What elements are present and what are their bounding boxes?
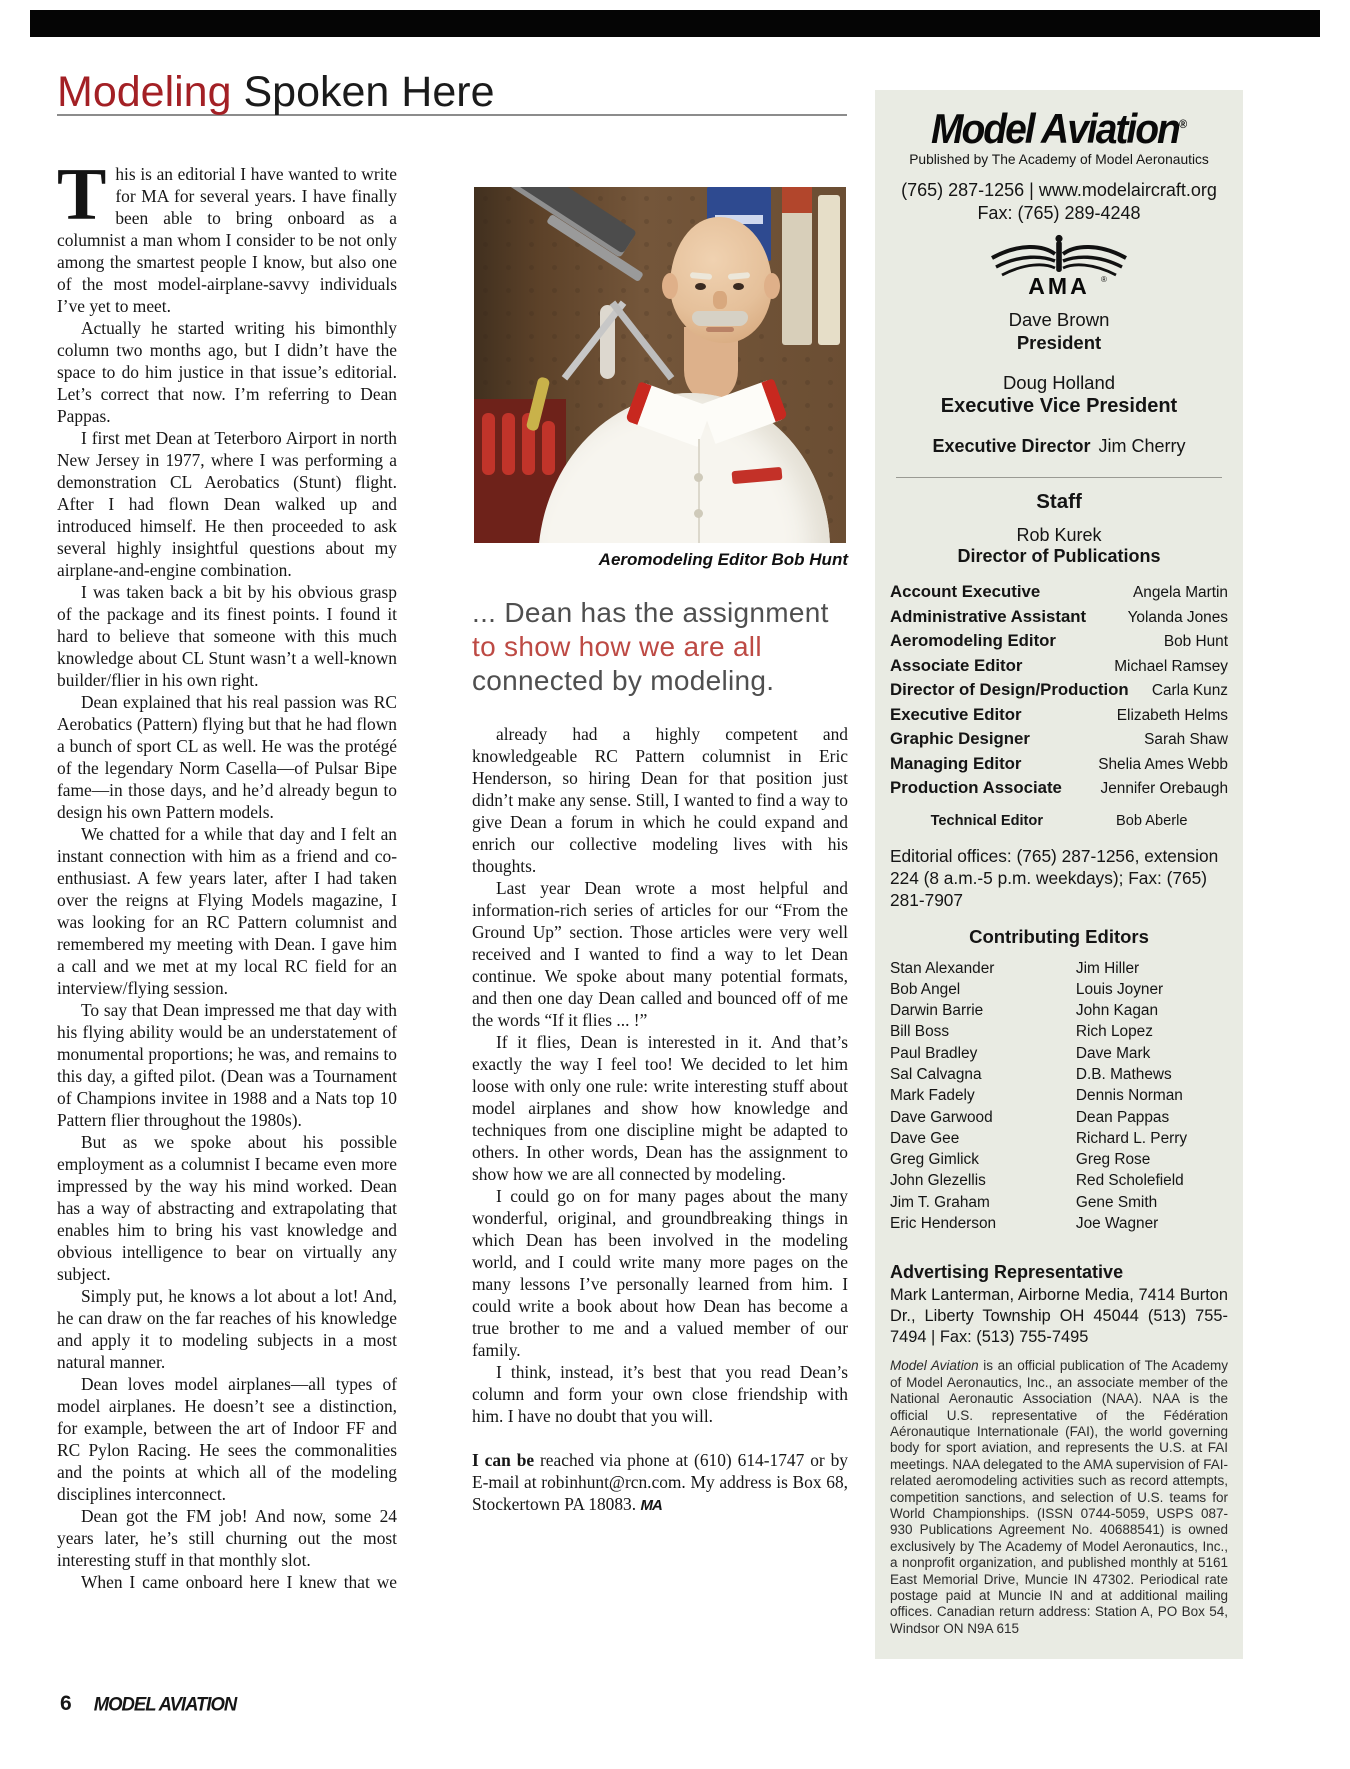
contributing-editors-heading: Contributing Editors <box>969 925 1149 947</box>
ama-wings-icon <box>979 232 1139 298</box>
registered-mark: ® <box>1178 118 1187 132</box>
figure-mouth <box>706 327 734 332</box>
staff-role: Aeromodeling Editor <box>890 631 1056 650</box>
closing-lead: I can be <box>472 1450 535 1470</box>
left-paragraphs <box>57 317 397 1593</box>
figure-nose <box>713 291 727 309</box>
body-paragraph: Dean got the FM job! And now, some 24 years later, he’s still churning out the most interesting stuff in that monthly slot. <box>57 1506 397 1570</box>
magazine-logo <box>890 106 1228 154</box>
staff-row <box>890 752 1228 777</box>
closing-text: reached via phone at (610) 614-1747 or by E-mail at robinhunt@rcn.com. My address is Box 68, Stockertown PA 18083. <box>472 1450 848 1514</box>
contributing-editor-name: Bob Angel <box>890 980 961 998</box>
evp-name: Doug Holland <box>1002 372 1116 393</box>
page-title-black: Spoken Here <box>243 68 495 116</box>
president-title: President <box>1016 332 1102 353</box>
contributing-editor-name: Sal Calvagna <box>890 1065 982 1083</box>
executive-director-label: Executive Director <box>932 436 1091 456</box>
paragraph-text: his is an editorial I have wanted to write for MA for several years. I have finally been able to bring onboard as a columnist a man whom I consider to be not only among the smartest people I know, but also one of the most model-airplane-savvy individuals I’ve yet to meet. <box>57 164 397 316</box>
staff-row <box>890 776 1228 801</box>
body-paragraph: Last year Dean wrote a most helpful and information-rich series of articles for our “From the Ground Up” section. Those articles were very well received and I wanted to find a way to let Dean continue. We spoke about many potential formats, and then one day Dean called and bounced off of me the words “If it flies ... !” <box>472 878 848 1030</box>
body-paragraph-first <box>57 154 397 317</box>
staff-role: Executive Editor <box>890 704 1022 724</box>
staff-row <box>890 629 1228 654</box>
bob-hunt-figure <box>474 187 846 543</box>
ama-logo-text: AMA <box>1028 273 1090 298</box>
staff-name: Shelia Ames Webb <box>1098 755 1228 773</box>
masthead-fax: Fax: (765) 289-4248 <box>977 203 1141 223</box>
body-paragraph: I think, instead, it’s best that you read Dean’s column and form your own close friendship with him. I have no doubt that you will. <box>472 1362 848 1426</box>
photo-caption: Aeromodeling Editor Bob Hunt <box>598 550 848 569</box>
staff-heading: Staff <box>1036 490 1082 513</box>
bob-hunt-photo <box>474 187 846 543</box>
publication-fine-print <box>890 1358 1228 1637</box>
contributing-editor-name: Paul Bradley <box>890 1044 978 1062</box>
contributing-column-1 <box>890 958 1076 1235</box>
body-paragraph: I could go on for many pages about the many wonderful, original, and groundbreaking things in which Dean has been involved in the modeling world, and I could write many more pages on the many lessons I’ve personally learned from him. I could write a book about how Dean has become a true brother to me and a valued member of our family. <box>472 1186 848 1360</box>
advertising-text: Mark Lanterman, Airborne Media, 7414 Burton Dr., Liberty Township OH 45044 (513) 755-7494 | Fax: (513) 755-7495 <box>890 1286 1228 1347</box>
contributing-editor-name: Greg Gimlick <box>890 1151 979 1169</box>
contributing-editor-name: Dean Pappas <box>1075 1108 1170 1126</box>
advertising-heading: Advertising Representative <box>890 1262 1124 1283</box>
staff-row <box>890 678 1228 703</box>
contributing-editor-name: Dave Mark <box>1075 1044 1151 1062</box>
staff-name: Carla Kunz <box>1151 682 1228 699</box>
contributing-editor-name: Red Scholefield <box>1075 1172 1184 1190</box>
figure-eye <box>733 283 744 290</box>
contributing-column-2 <box>1076 958 1228 1235</box>
editorial-offices: Editorial offices: (765) 287-1256, extension 224 (8 a.m.-5 p.m. weekdays); Fax: (765) 281-7907 <box>890 845 1219 910</box>
middle-paragraphs <box>472 723 848 1427</box>
body-paragraph: When I came onboard here I knew that we <box>81 1572 397 1592</box>
technical-editor-row <box>931 813 1188 829</box>
staff-name: Sarah Shaw <box>1144 731 1228 748</box>
body-paragraph: already had a highly competent and knowledgeable RC Pattern columnist in Eric Henderson, so hiring Dean for that position just didn’t make any sense. Still, I wanted to find a way to give Dean a forum in which he could expand and enrich our collective modeling lives with his thoughts. <box>472 724 848 876</box>
staff-row <box>890 654 1228 679</box>
ama-logo <box>890 232 1228 303</box>
staff-role: Managing Editor <box>890 753 1022 773</box>
technical-editor-role: Technical Editor <box>930 812 1044 829</box>
pull-quote-line-2: to show how we are all <box>472 631 762 662</box>
body-paragraph: Simply put, he knows a lot about a lot! And, he can draw on the far reaches of his knowledge and apply it to modeling subjects in a most natural manner. <box>57 1286 397 1372</box>
staff-row <box>890 605 1228 630</box>
evp-block <box>890 372 1228 418</box>
fine-print-body: is an official publication of The Academy of Model Aeronautics, Inc., an associate member of the National Aeronautic Association (NAA). NAA is the official U.S. representative of the Fédération Aéronautique Internationale (FAI), the world governing body for sport aviation, and represents the U.S. at FAI meetings. NAA delegated to the AMA supervision of FAI-related aeromodeling activities such as record attempts, competition sanctions, and selection of U.S. teams for World Championships. (ISSN 0744-5059, USPS 087-930 Publications Agreement No. 40688541) is owned exclusively by The Academy of Model Aeronautics, Inc., a nonprofit organization, and published monthly at 5161 East Memorial Drive, Muncie IN 47302. Periodical rate postage paid at Muncie IN and at additional mailing offices. Canadian return address: Station A, PO Box 54, Windsor ON N9A 615 <box>890 1358 1228 1636</box>
contributing-editor-name: Darwin Barrie <box>890 1002 984 1020</box>
masthead-sidebar <box>875 90 1243 1659</box>
staff-name: Michael Ramsey <box>1114 657 1228 675</box>
contributing-editor-name: Rich Lopez <box>1075 1023 1153 1041</box>
fine-print-lead: Model Aviation <box>890 1358 979 1374</box>
executive-director-name: Jim Cherry <box>1098 436 1186 456</box>
body-paragraph: But as we spoke about his possible employment as a columnist I became even more impressed by the way his mind worked. Dean has a way of abstracting and extrapolating that enables him to bring his vast knowledge and obvious intelligence to bear on virtually any subject. <box>57 1132 397 1284</box>
pull-quote-line-1: ... Dean has the assignment <box>472 597 829 628</box>
contributing-editor-name: Gene Smith <box>1075 1193 1158 1211</box>
contributing-editor-name: Louis Joyner <box>1075 980 1164 998</box>
executive-director-line <box>890 436 1228 457</box>
contributing-editor-name: John Glezellis <box>890 1172 986 1190</box>
top-rule <box>30 10 1320 37</box>
figure-ear <box>764 273 780 299</box>
body-paragraph: If it flies, Dean is interested in it. And that’s exactly the way I feel too! We decided to let him loose with only one rule: write interesting stuff about model airplanes and show how knowledge and techniques from one discipline might be adapted to others. In other words, Dean has the assignment to show how we are all connected by modeling. <box>472 1032 848 1184</box>
contributing-editor-name: D.B. Mathews <box>1075 1065 1172 1083</box>
masthead-phone-web: (765) 287-1256 | www.modelaircraft.org <box>901 180 1217 200</box>
left-column <box>57 154 397 1593</box>
contributing-editor-name: Jim T. Graham <box>890 1193 990 1211</box>
page-number: 6 <box>60 1692 72 1715</box>
contributing-editor-name: Dave Gee <box>890 1129 960 1147</box>
pull-quote-line-3: connected by modeling. <box>472 665 775 696</box>
published-by-line: Published by The Academy of Model Aeronautics <box>909 152 1209 167</box>
contributing-editor-name: Joe Wagner <box>1075 1215 1159 1233</box>
figure-eye <box>695 283 706 290</box>
contributing-editor-name: John Kagan <box>1075 1002 1159 1020</box>
staff-role: Production Associate <box>890 778 1062 797</box>
masthead-divider <box>896 477 1222 478</box>
body-paragraph: I was taken back a bit by his obvious grasp of the package and its finest points. I found it hard to believe that someone with this much knowledge about CL Stunt wasn’t a well-known builder/flier in his own right. <box>57 582 397 690</box>
technical-editor-name: Bob Aberle <box>1116 812 1188 829</box>
staff-row <box>890 703 1228 728</box>
body-paragraph: Actually he started writing his bimonthly column two months ago, but I didn’t have the space to do him justice in that issue’s editorial. Let’s correct that now. I’m referring to Dean Pappas. <box>57 318 397 426</box>
magazine-logo-text: Model Aviation <box>930 106 1179 153</box>
publications-director-name: Rob Kurek <box>1016 525 1102 545</box>
president-name: Dave Brown <box>1008 309 1110 330</box>
staff-name: Bob Hunt <box>1163 633 1228 650</box>
staff-name: Jennifer Orebaugh <box>1100 780 1228 797</box>
contributing-editor-name: Eric Henderson <box>890 1215 997 1233</box>
contributing-editor-name: Jim Hiller <box>1075 959 1140 977</box>
middle-column <box>472 160 848 1517</box>
figure-mustache <box>692 311 748 326</box>
staff-role: Account Executive <box>890 582 1041 601</box>
page-footer <box>60 1692 236 1716</box>
dropcap-letter: T <box>57 154 107 236</box>
body-paragraph: Dean loves model airplanes—all types of model airplanes. He doesn’t see a distinction, for example, between the art of Indoor FF and RC Pylon Racing. He sees the commonalities and the points at which all of the modeling disciplines interconnect. <box>57 1374 397 1504</box>
body-paragraph: To say that Dean impressed me that day with his flying ability would be an understatement of monumental proportions; he was, and remains to this day, a gifted pilot. (Dean was a Tournament of Champions invitee in 1988 and a Nats top 10 Pattern flier throughout the 1980s). <box>57 1000 397 1130</box>
ama-registered-mark: ® <box>1101 275 1107 284</box>
staff-name: Angela Martin <box>1133 584 1228 601</box>
figure-shirt-placket <box>698 439 700 543</box>
evp-title: Executive Vice President <box>940 395 1178 417</box>
contributing-editor-name: Mark Fadely <box>890 1087 975 1105</box>
contributing-editor-name: Greg Rose <box>1075 1151 1151 1169</box>
staff-role: Administrative Assistant <box>890 606 1087 626</box>
contributing-editor-name: Dennis Norman <box>1075 1087 1183 1105</box>
contributing-editors-list <box>890 958 1228 1235</box>
body-paragraph: I first met Dean at Teterboro Airport in north New Jersey in 1977, where I was performing a demonstration CL Aerobatics (Stunt) flight. After I had flown Dean walked up and introduced himself. He then proceeded to ask several highly insightful questions about my airplane-and-engine combination. <box>57 428 397 580</box>
figure-shirt-button <box>694 473 703 482</box>
staff-list <box>890 580 1228 801</box>
contributing-editor-name: Stan Alexander <box>890 959 995 977</box>
staff-name: Elizabeth Helms <box>1116 706 1228 724</box>
staff-role: Graphic Designer <box>890 729 1030 748</box>
figure-shirt-button <box>694 509 703 518</box>
staff-role: Associate Editor <box>890 655 1023 675</box>
page-title-red: Modeling <box>57 68 232 116</box>
footer-magazine-logo: MODEL AVIATION <box>93 1692 237 1715</box>
page-title <box>57 68 495 117</box>
staff-row <box>890 580 1228 605</box>
contributing-editor-name: Bill Boss <box>890 1023 950 1041</box>
body-paragraph: Dean explained that his real passion was RC Aerobatics (Pattern) flying but that he had flown a bunch of sport CL as well. He was the protégé of the legendary Norm Casella—of Pulsar Bipe fame—in those days, and he’d already begun to design his own Pattern models. <box>57 692 397 822</box>
contributing-editor-name: Dave Garwood <box>890 1108 993 1126</box>
closing-paragraph <box>472 1449 848 1517</box>
magazine-end-mark: MA <box>640 1497 662 1514</box>
body-paragraph: We chatted for a while that day and I felt an instant connection with him as a friend and co-enthusiast. A few years later, after I had taken over the reigns at Flying Models magazine, I was looking for an RC Pattern columnist and remembered my meeting with Dean. I gave him a call and we met at my local RC field for an interview/flying session. <box>57 824 397 998</box>
publications-director-title: Director of Publications <box>957 546 1161 566</box>
contributing-editor-name: Richard L. Perry <box>1075 1129 1188 1147</box>
staff-role: Director of Design/Production <box>890 680 1129 699</box>
staff-row <box>890 727 1228 752</box>
staff-name: Yolanda Jones <box>1127 608 1228 626</box>
figure-ear <box>662 273 678 299</box>
pull-quote <box>472 596 848 698</box>
